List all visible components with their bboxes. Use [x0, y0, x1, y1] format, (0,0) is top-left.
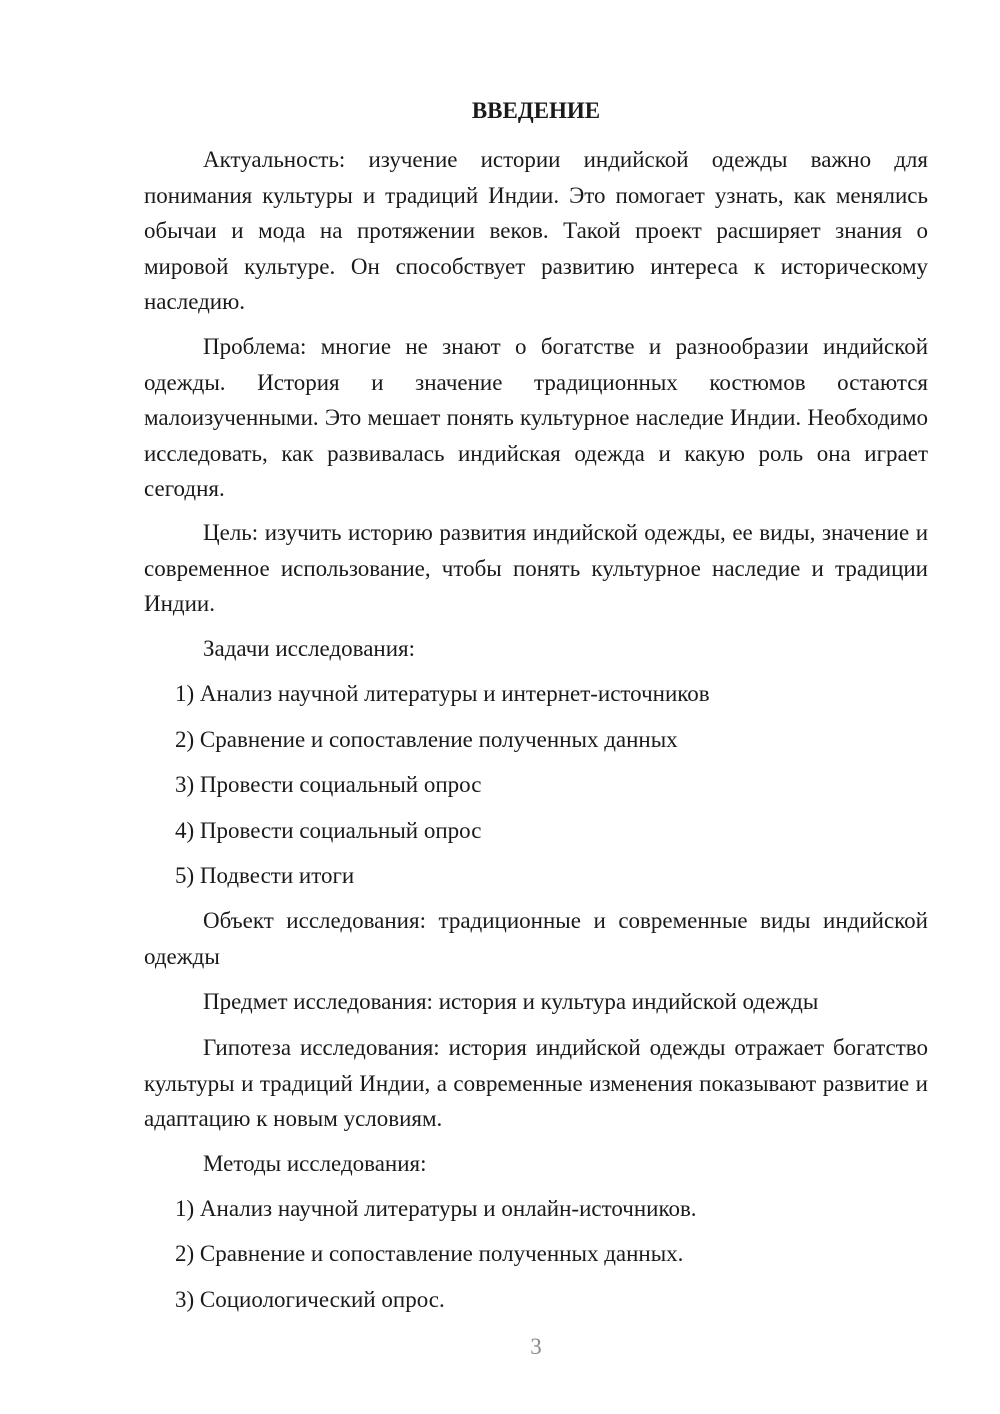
object-paragraph: Объект исследования: традиционные и современные виды индийской одежды — [144, 908, 928, 969]
task-item: 3) Провести социальный опрос — [175, 772, 482, 797]
tasks-heading: Задачи исследования: — [203, 636, 416, 661]
task-item: 4) Провести социальный опрос — [175, 818, 482, 843]
goal-paragraph: Цель: изучить историю развития индийской одежды, ее виды, значение и современное использование, чтобы понять культурное наследие и традиции Индии. — [144, 520, 928, 616]
task-item: 5) Подвести итоги — [175, 863, 355, 888]
subject-paragraph: Предмет исследования: история и культура индийской одежды — [203, 989, 819, 1014]
methods-heading: Методы исследования: — [203, 1151, 427, 1176]
page-number: 3 — [530, 1334, 542, 1359]
problem-paragraph: Проблема: многие не знают о богатстве и разнообразии индийской одежды. История и значение традиционных костюмов остаются малоизученными. Это мешает понять культурное наследие Индии. Необходимо исследовать, как развивалась индийская одежда и какую роль она играет сегодня. — [144, 334, 928, 501]
task-item: 1) Анализ научной литературы и интернет-источников — [175, 681, 710, 706]
method-item: 2) Сравнение и сопоставление полученных данных. — [175, 1241, 684, 1266]
relevance-paragraph: Актуальность: изучение истории индийской одежды важно для понимания культуры и традиций Индии. Это помогает узнать, как менялись обычаи и мода на протяжении веков. Такой проект расширяет знания о мировой культуре. Он способствует развитию интереса к историческому наследию. — [144, 147, 928, 314]
hypothesis-paragraph: Гипотеза исследования: история индийской одежды отражает богатство культуры и традиций Индии, а современные изменения показывают развитие и адаптацию к новым условиям. — [144, 1035, 928, 1131]
task-item: 2) Сравнение и сопоставление полученных данных — [175, 727, 678, 752]
method-item: 1) Анализ научной литературы и онлайн-источников. — [175, 1196, 697, 1221]
page-title: ВВЕДЕНИЕ — [471, 98, 601, 123]
method-item: 3) Социологический опрос. — [175, 1287, 445, 1312]
